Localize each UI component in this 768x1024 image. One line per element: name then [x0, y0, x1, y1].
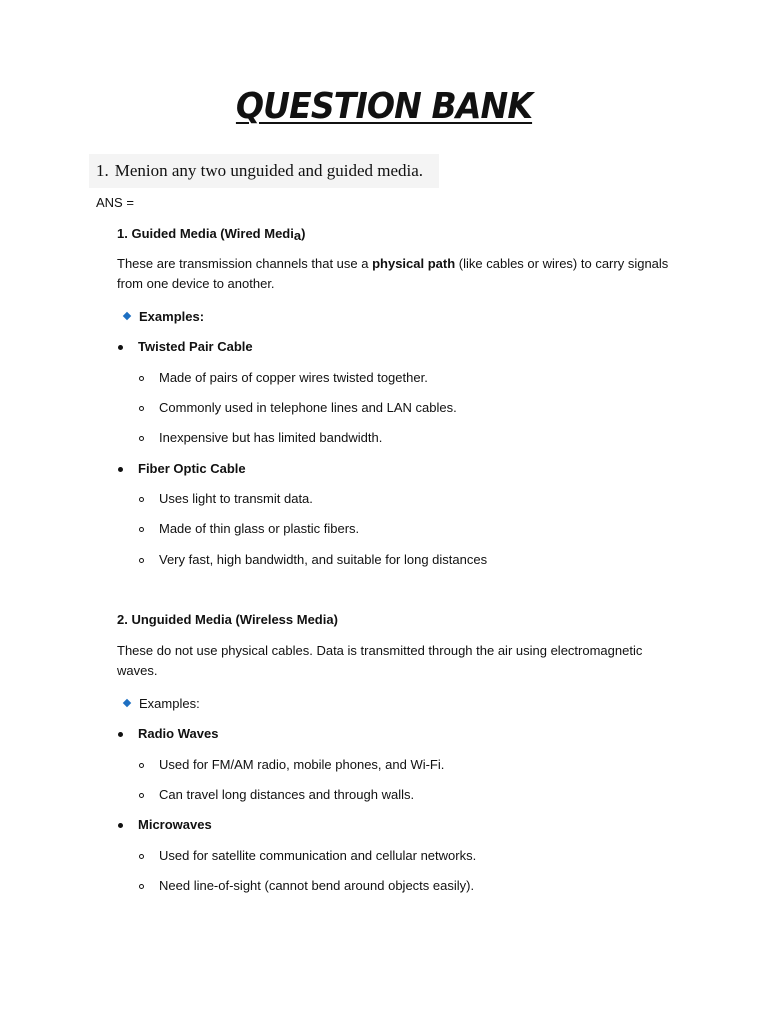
circle-bullet-icon: [139, 436, 144, 441]
diamond-bullet-icon: [123, 699, 131, 707]
section-description-unguided: These do not use physical cables. Data is transmitted through the air using electromagnetic waves.: [117, 643, 643, 678]
circle-bullet-icon: [139, 793, 144, 798]
guided-description-start: These are transmission channels that use a: [117, 256, 373, 271]
list-item: Made of thin glass or plastic fibers.: [159, 521, 360, 536]
list-item: Inexpensive but has limited bandwidth.: [159, 430, 383, 445]
circle-bullet-icon: [139, 884, 144, 889]
list-item: Commonly used in telephone lines and LAN cables.: [159, 400, 457, 415]
question-1: [89, 154, 439, 188]
answer-label: ANS =: [96, 195, 134, 210]
bullet-icon: [118, 732, 123, 737]
list-item: Used for FM/AM radio, mobile phones, and Wi-Fi.: [159, 757, 445, 772]
bullet-icon: [118, 467, 123, 472]
list-item: Uses light to transmit data.: [159, 491, 313, 506]
bullet-icon: [118, 345, 123, 350]
guided-description-bold: physical path: [372, 256, 456, 271]
list-item: Can travel long distances and through walls.: [159, 787, 415, 802]
section-heading-guided: [117, 224, 305, 244]
list-item: Used for satellite communication and cellular networks.: [159, 848, 477, 863]
section-heading-unguided: 2. Unguided Media (Wireless Media): [117, 612, 338, 627]
examples-label-guided: Examples:: [139, 309, 205, 324]
circle-bullet-icon: [139, 763, 144, 768]
circle-bullet-icon: [139, 854, 144, 859]
page-title: QUESTION BANK: [235, 86, 533, 127]
list-item: Need line-of-sight (cannot bend around objects easily).: [159, 878, 475, 893]
question-number: 1.: [96, 161, 109, 180]
section-heading-guided-close: ): [301, 226, 306, 241]
question-text: Menion any two unguided and guided media.: [114, 161, 424, 180]
guided-description-end: (like cables or wires) to carry signals from one device to another.: [117, 256, 669, 291]
section-heading-guided-text: 1. Guided Media (Wired Medi: [117, 226, 294, 241]
circle-bullet-icon: [139, 497, 144, 502]
list-item: Made of pairs of copper wires twisted together.: [159, 370, 428, 385]
section-description-guided: [117, 254, 677, 294]
circle-bullet-icon: [139, 558, 144, 563]
list-item: Very fast, high bandwidth, and suitable for long distances: [159, 552, 488, 567]
circle-bullet-icon: [139, 527, 144, 532]
item-twisted-pair: Twisted Pair Cable: [138, 339, 253, 354]
examples-label-unguided: Examples:: [139, 696, 200, 711]
diamond-bullet-icon: [123, 312, 131, 320]
circle-bullet-icon: [139, 376, 144, 381]
bullet-icon: [118, 823, 123, 828]
section-heading-guided-letter: a: [293, 228, 302, 243]
item-microwaves: Microwaves: [138, 817, 212, 832]
item-radio-waves: Radio Waves: [138, 726, 219, 741]
circle-bullet-icon: [139, 406, 144, 411]
item-fiber-optic: Fiber Optic Cable: [138, 461, 246, 476]
